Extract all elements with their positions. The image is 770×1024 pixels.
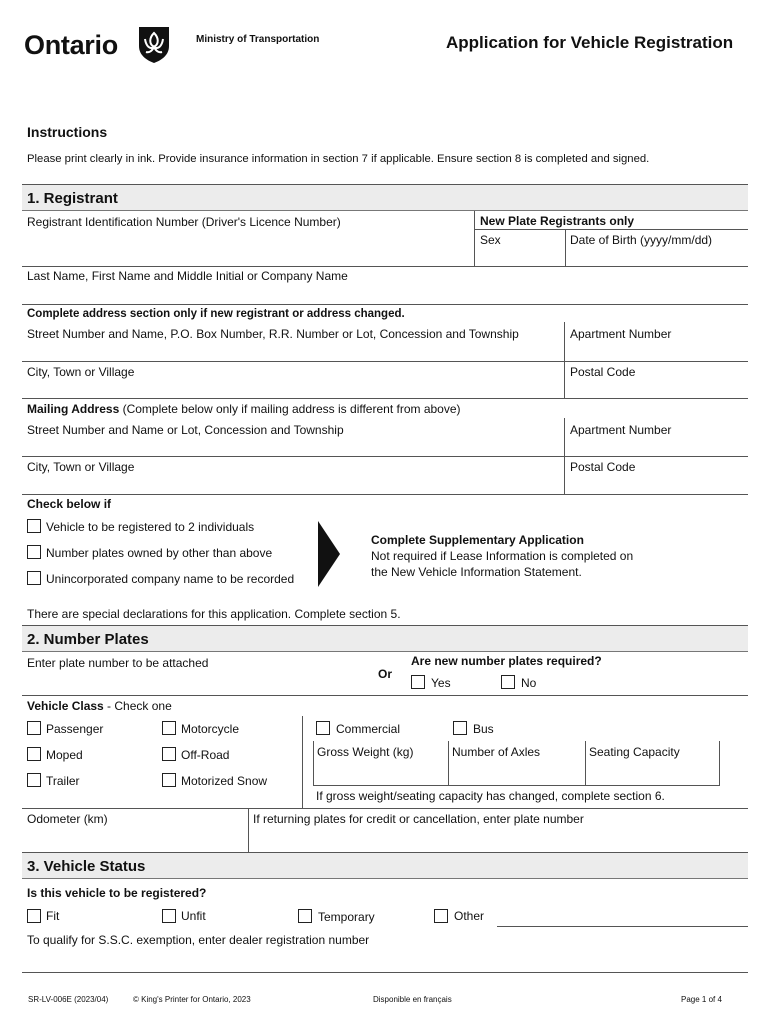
city-input[interactable] — [23, 380, 563, 398]
odometer-input[interactable] — [23, 828, 247, 851]
gross-weight-note: If gross weight/seating capacity has changed, complete section 6. — [316, 789, 665, 803]
supplementary-line-2: the New Vehicle Information Statement. — [371, 565, 582, 579]
fit-checkbox[interactable] — [27, 909, 41, 923]
divider — [719, 741, 720, 786]
divider — [564, 456, 565, 494]
motorcycle-label: Motorcycle — [181, 722, 240, 736]
passenger-checkbox[interactable] — [27, 721, 41, 735]
or-label: Or — [378, 667, 393, 681]
temporary-checkbox[interactable] — [298, 909, 312, 923]
vehicle-class-bold: Vehicle Class — [27, 699, 104, 713]
divider — [22, 266, 748, 267]
commercial-label: Commercial — [336, 722, 401, 736]
plate-number-label: Enter plate number to be attached — [27, 656, 209, 670]
off-road-label: Off-Road — [181, 748, 230, 762]
section-3-title: 3. Vehicle Status — [27, 858, 146, 875]
axles-input[interactable] — [449, 761, 584, 784]
mailing-apartment-input[interactable] — [566, 438, 747, 455]
new-plates-yes-label: Yes — [431, 676, 451, 690]
divider — [564, 418, 565, 456]
fit-label: Fit — [46, 909, 60, 923]
form-id: SR-LV-006E (2023/04) — [28, 995, 109, 1004]
mailing-city-input[interactable] — [23, 475, 563, 493]
ministry-name: Ministry of Transportation — [196, 34, 320, 45]
divider — [564, 361, 565, 399]
mailing-note: (Complete below only if mailing address is different from above) — [119, 402, 461, 416]
seating-input[interactable] — [586, 761, 718, 784]
plates-owned-by-other-label: Number plates owned by other than above — [46, 546, 273, 560]
supplementary-line-1: Not required if Lease Information is completed on — [371, 549, 634, 563]
off-road-checkbox[interactable] — [162, 747, 176, 761]
passenger-label: Passenger — [46, 722, 104, 736]
commercial-checkbox[interactable] — [316, 721, 330, 735]
plates-owned-by-other-checkbox[interactable] — [27, 545, 41, 559]
gross-weight-input[interactable] — [314, 761, 447, 784]
instructions-heading: Instructions — [27, 124, 108, 140]
section-1-header — [22, 184, 748, 211]
mailing-apt-label: Apartment Number — [570, 423, 672, 437]
page-number: Page 1 of 4 — [681, 995, 722, 1004]
unfit-checkbox[interactable] — [162, 909, 176, 923]
divider — [564, 322, 565, 362]
street-input[interactable] — [23, 342, 563, 361]
returning-plate-input[interactable] — [250, 828, 747, 851]
mailing-bold: Mailing Address — [27, 402, 120, 416]
postal-label: Postal Code — [570, 365, 636, 379]
section-3-header — [22, 852, 748, 879]
moped-label: Moped — [46, 748, 83, 762]
divider — [22, 456, 748, 457]
returning-plates-label: If returning plates for credit or cancellation, enter plate number — [253, 812, 584, 826]
ssc-label: To qualify for S.S.C. exemption, enter dealer registration number — [27, 933, 370, 947]
section-2-title: 2. Number Plates — [27, 631, 149, 648]
street-label: Street Number and Name, P.O. Box Number, R.R. Number or Lot, Concession and Township — [27, 327, 519, 341]
arrow-right-icon — [318, 521, 340, 587]
instructions-text: Please print clearly in ink. Provide insurance information in section 7 if applicable. Ensure section 8 is completed and signed. — [27, 153, 650, 165]
unincorporated-company-checkbox[interactable] — [27, 571, 41, 585]
supplementary-title: Complete Supplementary Application — [371, 533, 584, 547]
motorcycle-checkbox[interactable] — [162, 721, 176, 735]
trillium-logo-icon — [136, 24, 172, 64]
two-individuals-checkbox[interactable] — [27, 519, 41, 533]
bus-label: Bus — [473, 722, 494, 736]
odometer-label: Odometer (km) — [27, 812, 108, 826]
page-title: Application for Vehicle Registration — [446, 33, 734, 52]
divider — [302, 716, 303, 808]
motorized-snow-label: Motorized Snow — [181, 774, 268, 788]
seating-label: Seating Capacity — [589, 745, 680, 759]
dob-input[interactable] — [566, 244, 747, 266]
mailing-postal-label: Postal Code — [570, 460, 636, 474]
mailing-postal-input[interactable] — [566, 475, 747, 493]
dealer-registration-input[interactable] — [23, 948, 747, 970]
ontario-logo-text: Ontario — [24, 30, 118, 60]
other-checkbox[interactable] — [434, 909, 448, 923]
divider — [22, 398, 748, 399]
postal-input[interactable] — [566, 380, 747, 398]
section-2-header — [22, 625, 748, 652]
new-plate-label: New Plate Registrants only — [480, 214, 635, 228]
trailer-label: Trailer — [46, 774, 80, 788]
divider — [22, 361, 748, 362]
name-label: Last Name, First Name and Middle Initial or Company Name — [27, 269, 348, 283]
new-plates-no-label: No — [521, 676, 537, 690]
divider — [22, 494, 748, 495]
rin-label: Registrant Identification Number (Driver's Licence Number) — [27, 215, 341, 229]
divider — [22, 808, 748, 809]
new-plates-yes-checkbox[interactable] — [411, 675, 425, 689]
motorized-snow-checkbox[interactable] — [162, 773, 176, 787]
divider — [22, 972, 748, 973]
mailing-street-input[interactable] — [23, 438, 563, 455]
mailing-city-label: City, Town or Village — [27, 460, 135, 474]
check-below-label: Check below if — [27, 497, 112, 511]
name-input[interactable] — [23, 284, 747, 303]
rin-input[interactable] — [23, 231, 473, 266]
sex-label: Sex — [480, 233, 501, 247]
vehicle-class-note: - Check one — [103, 699, 172, 713]
moped-checkbox[interactable] — [27, 747, 41, 761]
mailing-street-label: Street Number and Name or Lot, Concession and Township — [27, 423, 344, 437]
unincorporated-company-label: Unincorporated company name to be recorded — [46, 572, 295, 586]
french-version-note: Disponible en français — [373, 995, 452, 1004]
address-note: Complete address section only if new registrant or address changed. — [27, 308, 405, 320]
two-individuals-label: Vehicle to be registered to 2 individuals — [46, 520, 255, 534]
divider — [474, 229, 748, 230]
apt-label: Apartment Number — [570, 327, 672, 341]
new-plates-no-checkbox[interactable] — [501, 675, 515, 689]
temporary-label: Temporary — [318, 910, 375, 924]
plate-number-input[interactable] — [23, 672, 368, 694]
copyright: © King's Printer for Ontario, 2023 — [133, 995, 251, 1004]
city-label: City, Town or Village — [27, 365, 135, 379]
gross-weight-label: Gross Weight (kg) — [317, 745, 414, 759]
divider — [22, 695, 748, 696]
trailer-checkbox[interactable] — [27, 773, 41, 787]
vehicle-class-label — [27, 699, 172, 713]
unfit-label: Unfit — [181, 909, 206, 923]
other-label: Other — [454, 909, 485, 923]
divider — [313, 785, 720, 786]
special-declarations-note: There are special declarations for this application. Complete section 5. — [27, 607, 401, 621]
sex-input[interactable] — [475, 244, 564, 266]
divider — [22, 304, 748, 305]
bus-checkbox[interactable] — [453, 721, 467, 735]
divider — [248, 808, 249, 852]
apartment-input[interactable] — [566, 342, 747, 361]
mailing-address-label — [27, 402, 461, 416]
dob-label: Date of Birth (yyyy/mm/dd) — [570, 233, 713, 247]
axles-label: Number of Axles — [452, 745, 541, 759]
new-plates-question: Are new number plates required? — [411, 654, 602, 668]
other-specify-input[interactable] — [497, 906, 748, 927]
section-1-title: 1. Registrant — [27, 190, 118, 207]
vehicle-status-question: Is this vehicle to be registered? — [27, 886, 207, 900]
